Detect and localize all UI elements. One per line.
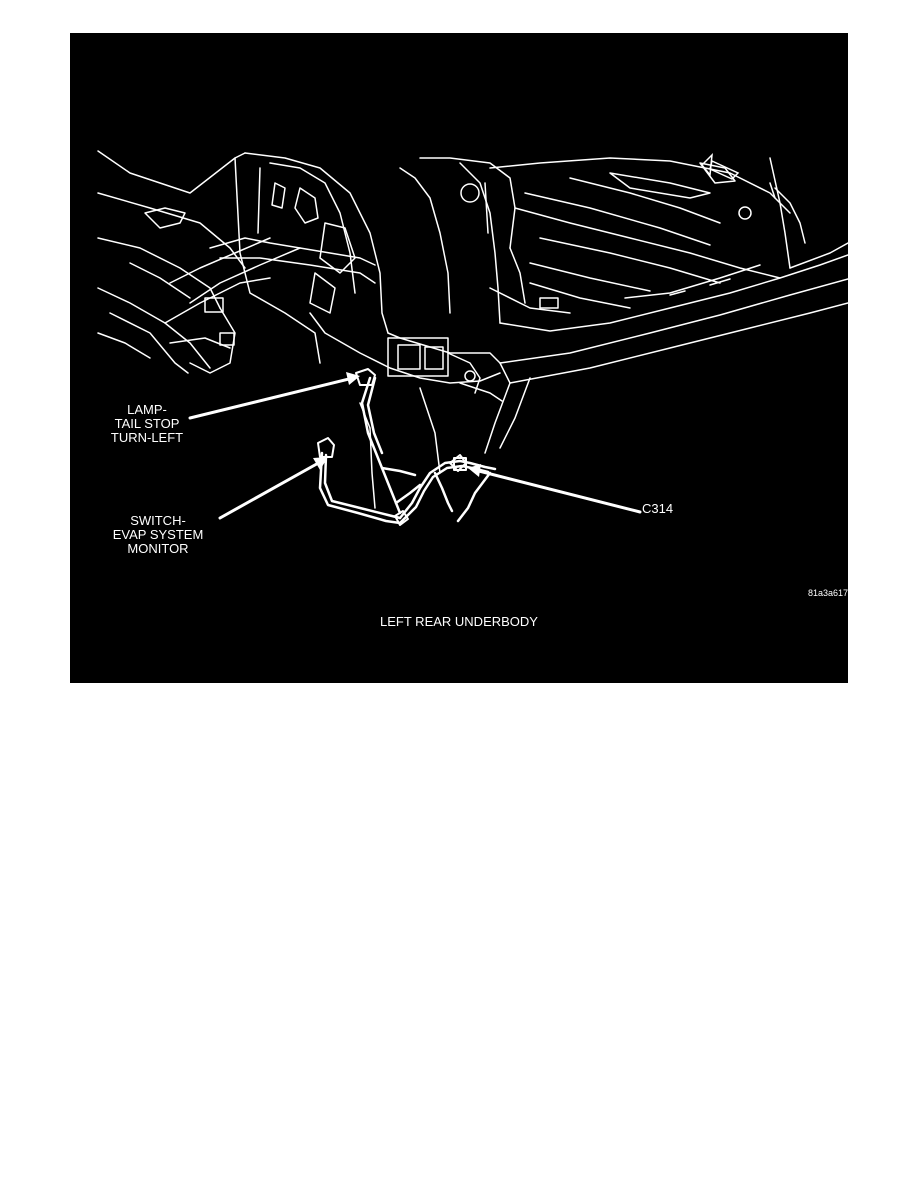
switch-label bbox=[98, 514, 218, 556]
switch-label-line-2: EVAP SYSTEM bbox=[112, 527, 204, 542]
diagram-figure bbox=[70, 33, 848, 683]
lamp-label-line-1: LAMP- bbox=[127, 402, 167, 417]
lower-underbody bbox=[310, 313, 530, 508]
underbody-drawing bbox=[70, 33, 848, 683]
wiring-harness bbox=[320, 378, 495, 523]
rear-sill bbox=[500, 158, 848, 383]
left-frame-rail bbox=[98, 151, 300, 373]
figure-code-text: 81a3a617 bbox=[808, 588, 848, 598]
switch-label-line-1: SWITCH- bbox=[130, 513, 186, 528]
quarter-panel bbox=[210, 153, 388, 363]
lamp-label-line-2: TAIL STOP bbox=[114, 416, 180, 431]
figure-caption bbox=[70, 615, 848, 629]
switch-label-line-3: MONITOR bbox=[127, 541, 189, 556]
connector-label bbox=[642, 502, 673, 516]
lamp-label-line-3: TURN-LEFT bbox=[110, 430, 184, 445]
cargo-floor bbox=[400, 158, 848, 331]
figure-caption-text: LEFT REAR UNDERBODY bbox=[380, 614, 538, 629]
lamp-label bbox=[92, 403, 202, 445]
figure-code bbox=[808, 586, 848, 600]
harness-connectors bbox=[318, 369, 466, 525]
connector-label-text: C314 bbox=[642, 501, 674, 516]
